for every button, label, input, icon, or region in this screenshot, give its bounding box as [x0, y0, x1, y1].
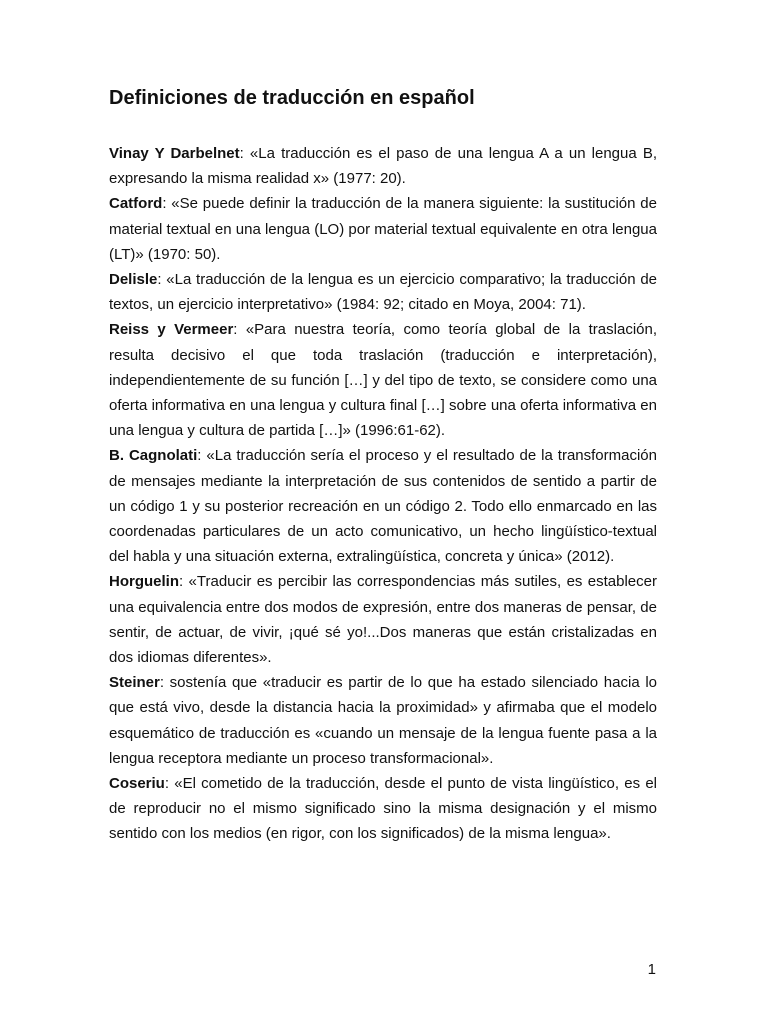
definition-citation: transformacional». — [370, 749, 494, 767]
author-name: Horguelin — [109, 573, 179, 591]
author-name: Delisle — [109, 271, 158, 289]
page-number: 1 — [647, 961, 656, 978]
definition-entry — [109, 771, 657, 847]
definition-citation: lengua». — [553, 825, 611, 843]
definition-text: : «Traducir es percibir las correspondencias más sutiles, es establecer una equivalencia entre dos modos de expresión, entre dos maneras de pensar, de sentir, de actuar, de vivir, ¡qué sé yo!...Dos maneras que están cristalizadas en dos idiomas — [109, 573, 657, 667]
author-name: Vinay Y Darbelnet — [109, 145, 240, 162]
definition-text: : «Para nuestra teoría, como teoría global de la traslación, resulta decisivo el que toda traslación (traducción e interpretación), independientemente de su función […] y del tipo de texto, se considere como una oferta informativa en una lengua y cultura final […] sobre una oferta informativa en una lengua y cultura de partida […]» — [109, 321, 657, 440]
definition-citation: (1977: 20). — [333, 170, 406, 188]
page-title: Definiciones de traducción en español — [109, 87, 475, 109]
definition-citation: diferentes». — [193, 649, 272, 667]
definition-text: : «El cometido de la traducción, desde el punto de vista lingüístico, es el de reproducir no el mismo significado sino la misma designación y el mismo sentido con los medios (en rigor, con los significados) de la misma — [109, 775, 657, 843]
definition-citation: (1970: 50). — [147, 245, 221, 263]
definition-citation: (2012). — [566, 548, 615, 566]
definition-entry — [109, 443, 657, 569]
definition-text: : «La traducción es el paso de una lengua A a un lengua B, expresando la misma realidad x» — [109, 145, 657, 188]
definition-entry — [109, 670, 657, 771]
definition-entry — [109, 317, 657, 443]
definition-text: : «Se puede definir la traducción de la manera siguiente: la sustitución de material textual en una lengua (LO) por material textual equivalente en otra lengua (LT)» — [109, 195, 657, 263]
definition-citation: (1996:61-62). — [355, 422, 446, 440]
author-name: Steiner — [109, 674, 160, 692]
author-name: B. Cagnolati — [109, 447, 198, 465]
definition-entry — [109, 141, 657, 191]
definition-text: : «La traducción sería el proceso y el resultado de la transformación de mensajes mediante la interpretación de sus contenidos de sentido a partir de un código 1 y su posterior recreación en un código 2. Todo ello enmarcado en las coordenadas particulares de un acto comunicativo, un hecho lingüístico-textual del habla y una situación externa, extralingüística, concreta y única» — [109, 447, 657, 566]
definition-text: : «La traducción de la lengua es un ejercicio comparativo; la traducción de textos, un ejercicio interpretativo» (1984: 92; citado en Moya, — [109, 271, 657, 314]
definition-entry — [109, 191, 657, 267]
definition-citation: 2004: 71). — [518, 296, 586, 314]
definition-text: : sostenía que «traducir es partir de lo que ha estado silenciado hacia lo que está vivo, desde la distancia hacia la proximidad» y afirmaba que el modelo esquemático de traducción es «cuando un mensaje de la lengua fuente pasa a la lengua receptora mediante un proceso — [109, 674, 657, 767]
definitions-list — [109, 141, 657, 847]
author-name: Reiss y Vermeer — [109, 321, 234, 339]
author-name: Coseriu — [109, 775, 165, 793]
definition-entry — [109, 569, 657, 670]
definition-entry — [109, 267, 657, 317]
author-name: Catford — [109, 195, 163, 213]
